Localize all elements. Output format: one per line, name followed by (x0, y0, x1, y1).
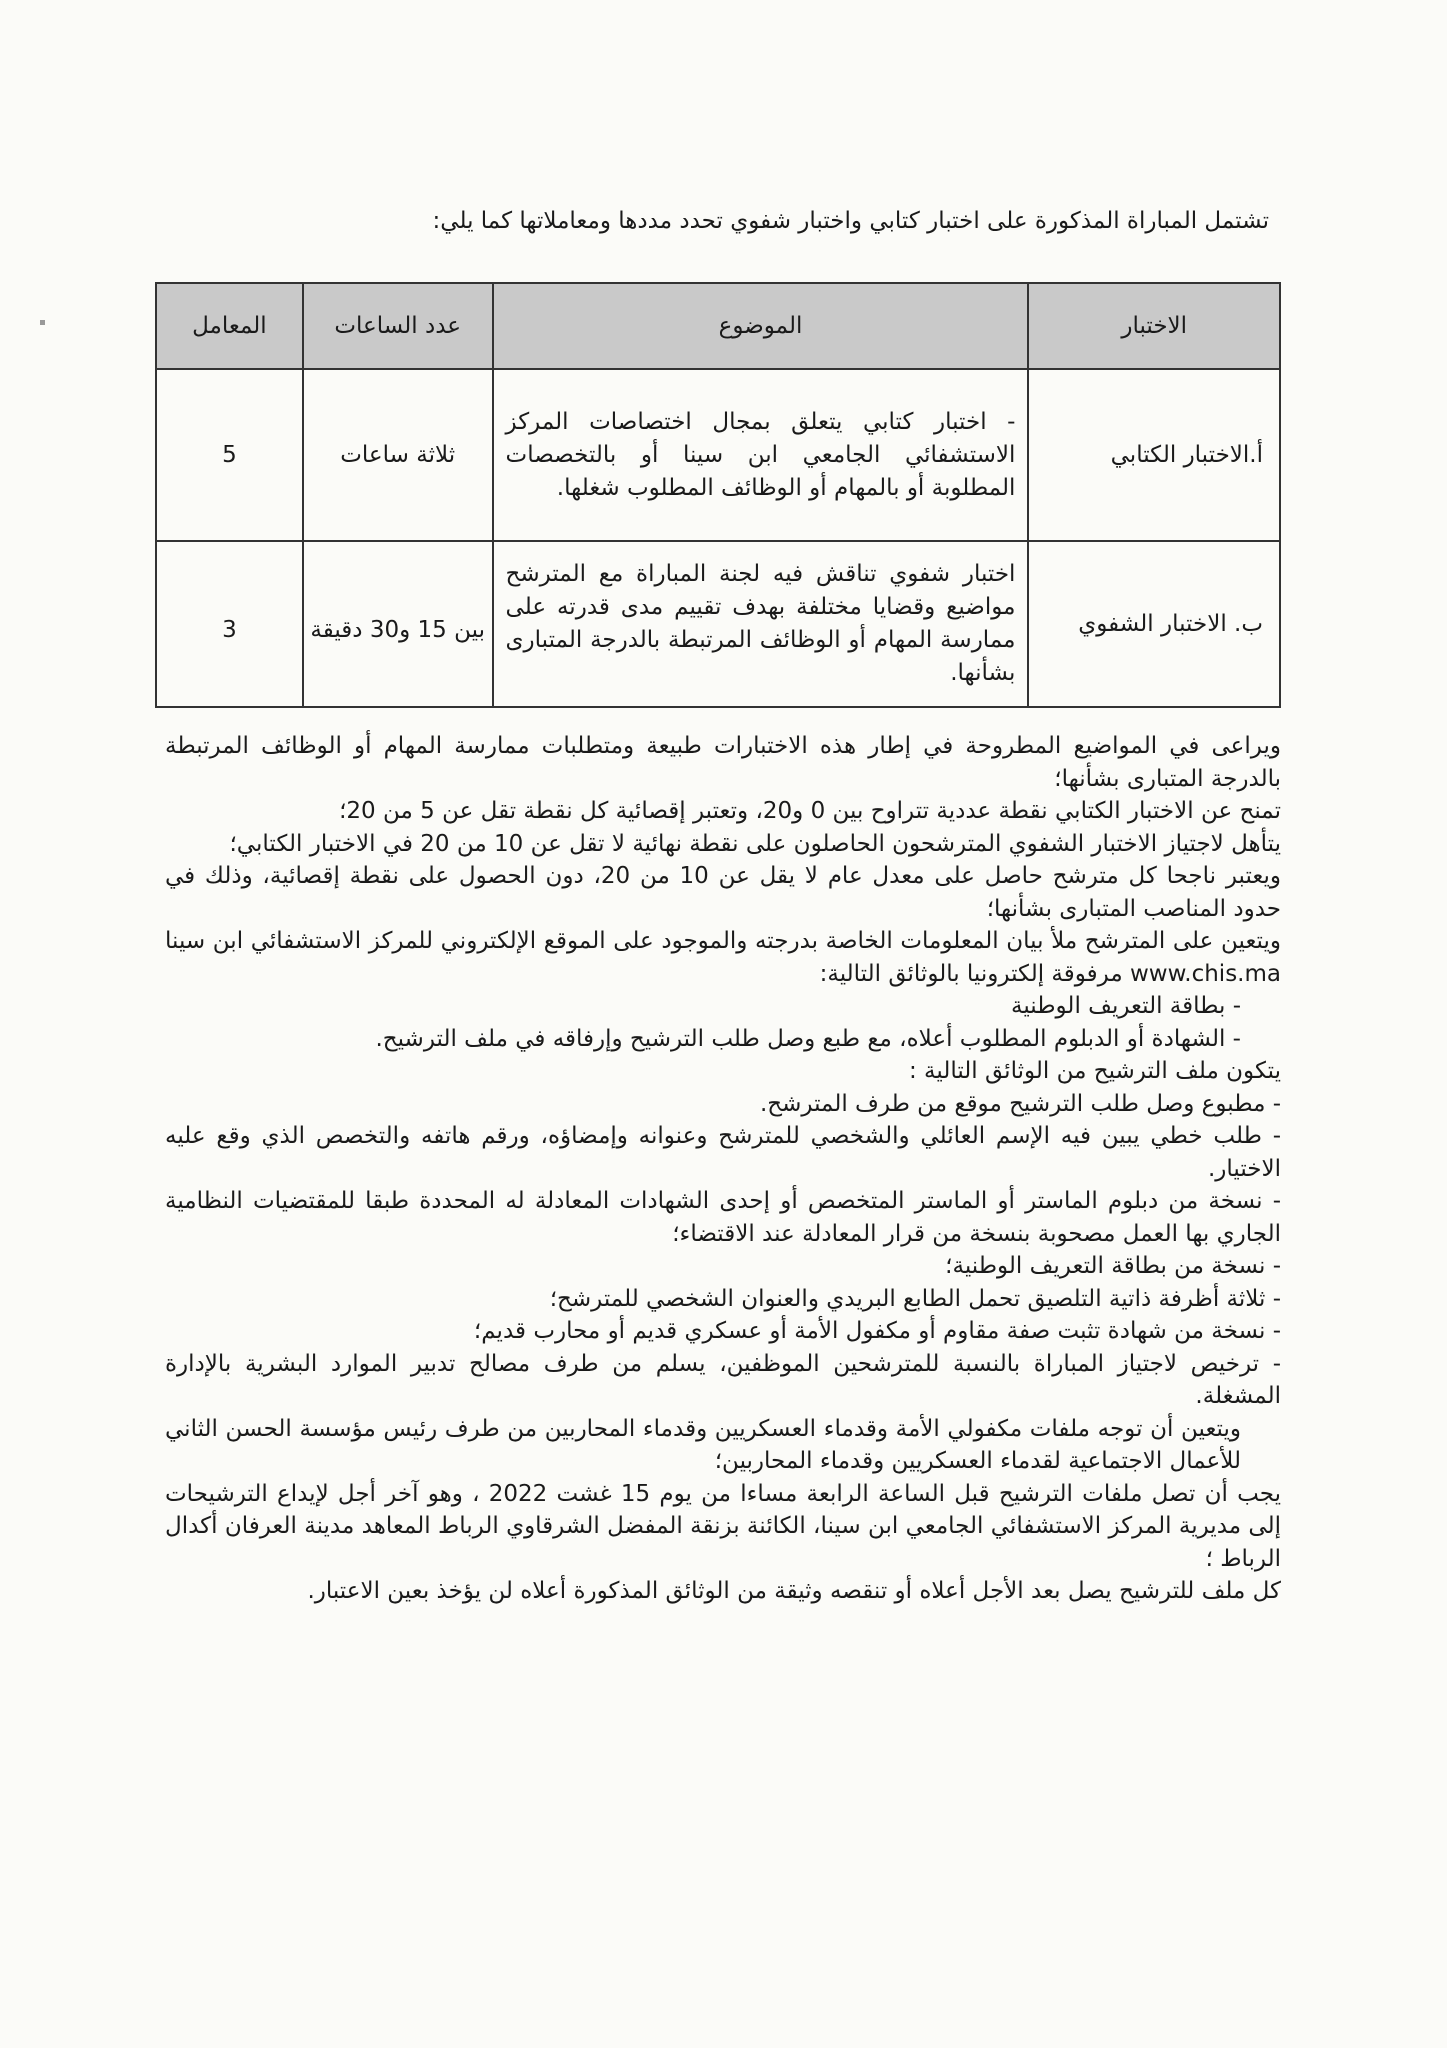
list-item: - مطبوع وصل طلب الترشيح موقع من طرف المترشح. (759, 1090, 1281, 1117)
table-row (156, 541, 1280, 707)
exam-coefficient: 3 (156, 541, 303, 707)
list-item: - الشهادة أو الدبلوم المطلوب أعلاه، مع طبع وصل طلب الترشيح وإرفاقه في ملف الترشيح. (375, 1025, 1241, 1052)
file-docs-intro: يتكون ملف الترشيح من الوثائق التالية : (909, 1058, 1281, 1084)
scan-speck (40, 320, 45, 325)
paragraph: ويراعى في المواضيع المطروحة في إطار هذه الاختبارات طبيعة ومتطلبات ممارسة المهام أو الوظائف المرتبطة بالدرجة المتبارى بشأنها؛ (165, 733, 1281, 792)
list-item: - نسخة من دبلوم الماستر أو الماستر المتخصص أو إحدى الشهادات المعادلة له المحددة طبقا للمقتضيات النظامية الجاري بها العمل مصحوبة بنسخة من قرار المعادلة عند الاقتضاء؛ (165, 1188, 1281, 1247)
exam-hours: بين 15 و30 دقيقة (303, 541, 493, 707)
list-item: - نسخة من بطاقة التعريف الوطنية؛ (945, 1253, 1281, 1279)
exam-subject: - اختبار كتابي يتعلق بمجال اختصاصات المركز الاستشفائي الجامعي ابن سينا أو بالتخصصات المطلوبة أو بالمهام أو الوظائف المطلوب شغلها. (493, 369, 1029, 541)
exam-name: ب. الاختبار الشفوي (1028, 541, 1280, 707)
paragraph: ويتعين على المترشح ملأ بيان المعلومات الخاصة بدرجته والموجود على الموقع الإلكتروني للمركز الاستشفائي ابن سينا www.chis.ma مرفوقة إلكترونيا بالوثائق التالية: (165, 928, 1281, 987)
paragraph: تمنح عن الاختبار الكتابي نقطة عددية تتراوح بين 0 و20، وتعتبر إقصائية كل نقطة تقل عن 5 من 20؛ (339, 798, 1281, 824)
exam-name: أ.الاختبار الكتابي (1028, 369, 1280, 541)
list-item: - ثلاثة أظرفة ذاتية التلصيق تحمل الطابع البريدي والعنوان الشخصي للمترشح؛ (549, 1285, 1281, 1312)
list-item: - نسخة من شهادة تثبت صفة مقاوم أو مكفول الأمة أو عسكري قديم أو محارب قديم؛ (473, 1318, 1281, 1344)
body-text (165, 730, 1281, 1608)
exam-hours: ثلاثة ساعات (303, 369, 493, 541)
table-header-row (156, 283, 1280, 369)
paragraph: يجب أن تصل ملفات الترشيح قبل الساعة الرابعة مساءا من يوم 15 غشت 2022 ، وهو آخر أجل لإيداع الترشيحات إلى مديرية المركز الاستشفائي الجامعي ابن سينا، الكائنة بزنقة المفضل الشرقاوي الرباط المعاهد مدينة العرفان أكدال الرباط ؛ (165, 1480, 1281, 1572)
header-subject: الموضوع (493, 283, 1029, 369)
exam-coefficient: 5 (156, 369, 303, 541)
header-exam: الاختبار (1028, 283, 1280, 369)
exam-subject: اختبار شفوي تناقش فيه لجنة المباراة مع المترشح مواضيع وقضايا مختلفة بهدف تقييم مدى قدرته على ممارسة المهام أو الوظائف المرتبطة بالدرجة المتبارى بشأنها. (493, 541, 1029, 707)
header-coefficient: المعامل (156, 283, 303, 369)
list-item: - بطاقة التعريف الوطنية (1011, 993, 1241, 1019)
intro-sentence: تشتمل المباراة المذكورة على اختبار كتابي واختبار شفوي تحدد مددها ومعاملاتها كما يلي: (432, 208, 1269, 234)
paragraph: كل ملف للترشيح يصل بعد الأجل أعلاه أو تنقصه وثيقة من الوثائق المذكورة أعلاه لن يؤخذ بعين الاعتبار. (307, 1578, 1281, 1604)
list-item: - ترخيص لاجتياز المباراة بالنسبة للمترشحين الموظفين، يسلم من طرف مصالح تدبير الموارد البشرية بالإدارة المشغلة. (165, 1350, 1281, 1409)
header-hours: عدد الساعات (303, 283, 493, 369)
paragraph: ويعتبر ناجحا كل مترشح حاصل على معدل عام لا يقل عن 10 من 20، دون الحصول على نقطة إقصائية، وذلك في حدود المناصب المتبارى بشأنها؛ (165, 863, 1282, 922)
paragraph: ويتعين أن توجه ملفات مكفولي الأمة وقدماء العسكريين وقدماء المحاربين من طرف رئيس مؤسسة الحسن الثاني للأعمال الاجتماعية لقدماء العسكريين وقدماء المحاربين؛ (165, 1415, 1241, 1474)
exam-table (155, 282, 1281, 708)
table-row (156, 369, 1280, 541)
paragraph: يتأهل لاجتياز الاختبار الشفوي المترشحون الحاصلون على نقطة نهائية لا تقل عن 10 من 20 في الاختبار الكتابي؛ (229, 830, 1281, 857)
list-item: - طلب خطي يبين فيه الإسم العائلي والشخصي للمترشح وعنوانه وإمضاؤه، ورقم هاتفه والتخصص الذي وقع عليه الاختيار. (165, 1123, 1281, 1182)
